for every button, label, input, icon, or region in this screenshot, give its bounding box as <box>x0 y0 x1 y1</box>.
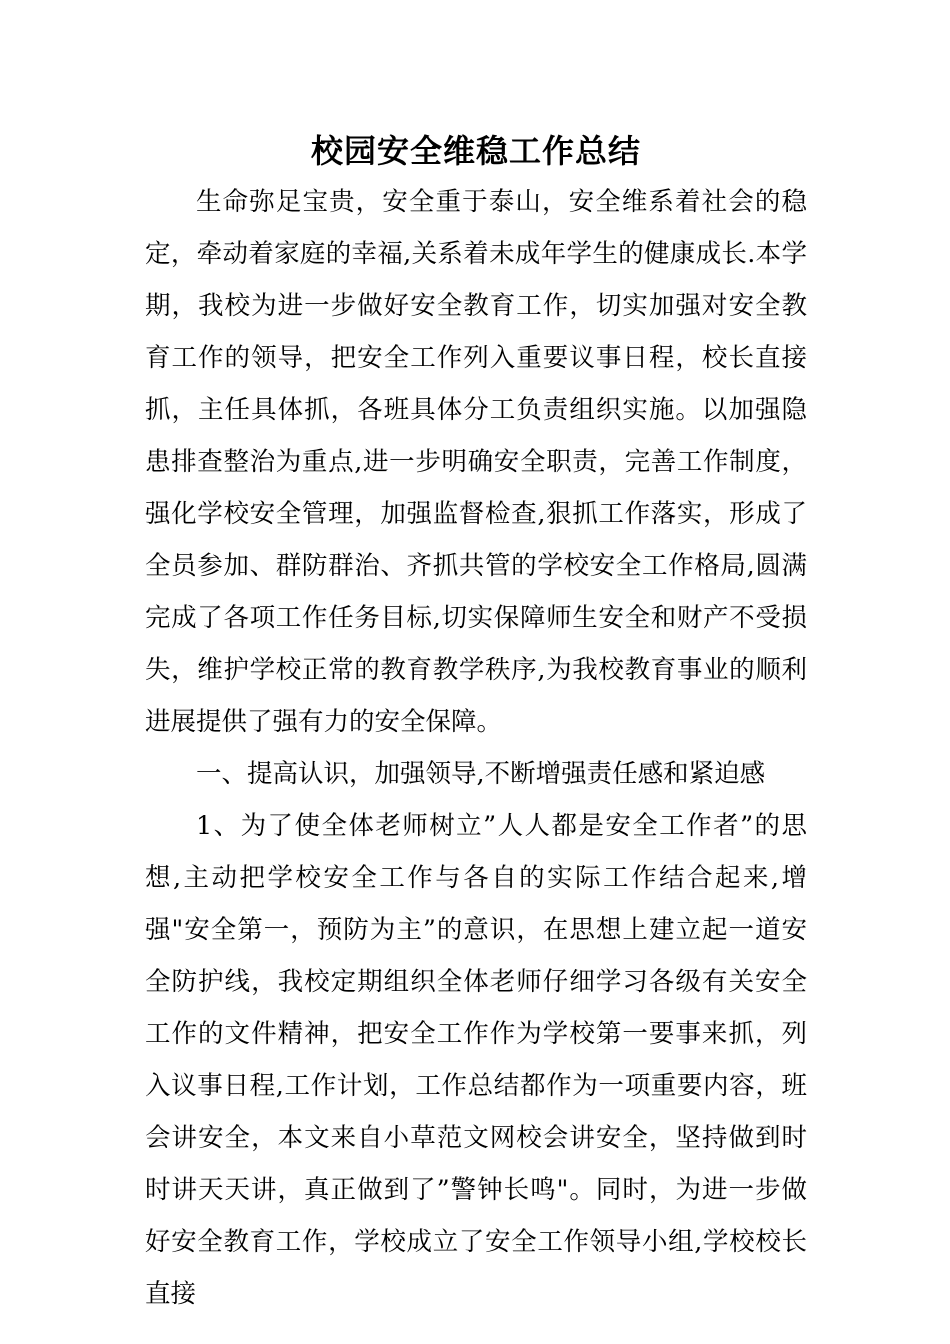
section-heading-1: 一、提高认识，加强领导,不断增强责任感和紧迫感 <box>196 759 766 789</box>
document-body <box>145 126 807 1320</box>
paragraph-item-1: 1、为了使全体老师树立”人人都是安全工作者”的思想,主动把学校安全工作与各自的实际工作结合起来,增强"安全第一，预防为主”的意识，在思想上建立起一道安全防护线，我校定期组织全体老师仔细学习各级有关安全工作的文件精神，把安全工作作为学校第一要事来抓，列入议事日程,工作计划，工作总结都作为一项重要内容，班会讲安全，本文来自小草范文网校会讲安全，坚持做到时时讲天天讲，真正做到了”警钟长鸣"。同时，为进一步做好安全教育工作，学校成立了安全工作领导小组,学校校长直接 <box>145 811 807 1309</box>
paragraph-intro: 生命弥足宝贵，安全重于泰山，安全维系着社会的稳定，牵动着家庭的幸福,关系着未成年学生的健康成长.本学期，我校为进一步做好安全教育工作，切实加强对安全教育工作的领导，把安全工作列入重要议事日程，校长直接抓，主任具体抓，各班具体分工负责组织实施。以加强隐患排查整治为重点,进一步明确安全职责，完善工作制度，强化学校安全管理，加强监督检查,狠抓工作落实，形成了全员参加、群防群治、齐抓共管的学校安全工作格局,圆满完成了各项工作任务目标,切实保障师生安全和财产不受损失，维护学校正常的教育教学秩序,为我校教育事业的顺利进展提供了强有力的安全保障。 <box>145 187 807 737</box>
document-title: 校园安全维稳工作总结 <box>310 132 641 170</box>
